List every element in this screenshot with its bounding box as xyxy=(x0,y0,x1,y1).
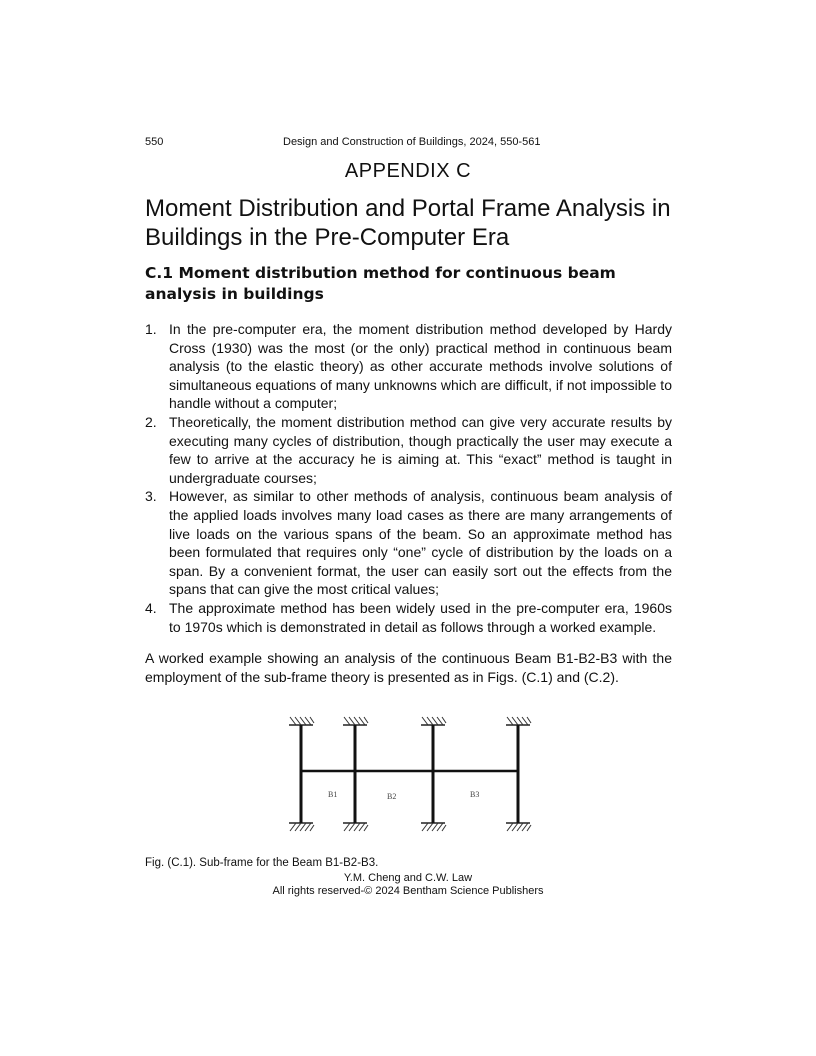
list-item xyxy=(145,320,672,413)
running-head: Design and Construction of Buildings, 2024, 550-561 xyxy=(283,136,541,148)
fixed-support-bottom-3 xyxy=(421,823,446,831)
fixed-support-top-1 xyxy=(289,717,314,725)
list-item-number: 3. xyxy=(145,488,157,505)
fixed-support-bottom-4 xyxy=(506,823,531,831)
copyright: All rights reserved-© 2024 Bentham Science Publishers xyxy=(272,885,544,897)
figure-caption: Fig. (C.1). Sub-frame for the Beam B1-B2-B3. xyxy=(145,857,379,869)
section-heading: C.1 Moment distribution method for continuous beam analysis in buildings xyxy=(145,264,616,303)
list-item xyxy=(145,599,672,636)
list-item-number: 1. xyxy=(145,321,157,337)
span-label-b2: B2 xyxy=(387,792,397,801)
span-label-b1: B1 xyxy=(328,790,338,799)
list-item xyxy=(145,413,672,487)
chapter-title: Moment Distribution and Portal Frame Analysis in Buildings in the Pre-Computer Era xyxy=(145,195,671,251)
sub-frame-figure xyxy=(280,713,540,848)
fixed-support-top-2 xyxy=(343,717,368,725)
list-item-text: In the pre-computer era, the moment distribution method developed by Hardy Cross (1930) was the most (or the only) practical method in continuous beam analysis (to the elastic theory) as other accurate methods involve solutions of simultaneous equations of many unknowns which are difficult, if not impossible to handle without a computer; xyxy=(169,321,672,412)
fixed-support-bottom-2 xyxy=(343,823,368,831)
span-label-b3: B3 xyxy=(470,790,480,799)
authors: Y.M. Cheng and C.W. Law xyxy=(343,872,473,884)
list-item xyxy=(145,487,672,599)
list-item-text: The approximate method has been widely used in the pre-computer era, 1960s to 1970s which is demonstrated in detail as follows through a worked example. xyxy=(169,599,672,635)
fixed-support-top-3 xyxy=(421,717,446,725)
list-item-number: 4. xyxy=(145,599,157,616)
sub-frame-diagram xyxy=(280,713,540,843)
page-number: 550 xyxy=(145,136,164,148)
fixed-support-top-4 xyxy=(506,717,531,725)
fixed-support-bottom-1 xyxy=(289,823,314,831)
body-paragraph: A worked example showing an analysis of the continuous Beam B1-B2-B3 with the employment of the sub-frame theory is presented as in Figs. (C.1) and (C.2). xyxy=(145,650,672,685)
list-item-text: Theoretically, the moment distribution method can give very accurate results by executing many cycles of distribution, though practically the user may execute a few to arrive at the accuracy he is aiming at. This “exact” method is taught in undergraduate courses; xyxy=(169,413,672,486)
appendix-label: APPENDIX C xyxy=(344,160,472,182)
list-item-text: However, as similar to other methods of analysis, continuous beam analysis of the applied loads involves many load cases as there are many arrangements of live loads on the various spans of the beam. So an approximate method has been formulated that requires only “one” cycle of distribution by the loads on a span. By a convenient format, the user can easily sort out the effects from the spans that can give the most critical values; xyxy=(169,488,672,598)
numbered-list xyxy=(145,320,672,636)
list-item-number: 2. xyxy=(145,413,157,430)
